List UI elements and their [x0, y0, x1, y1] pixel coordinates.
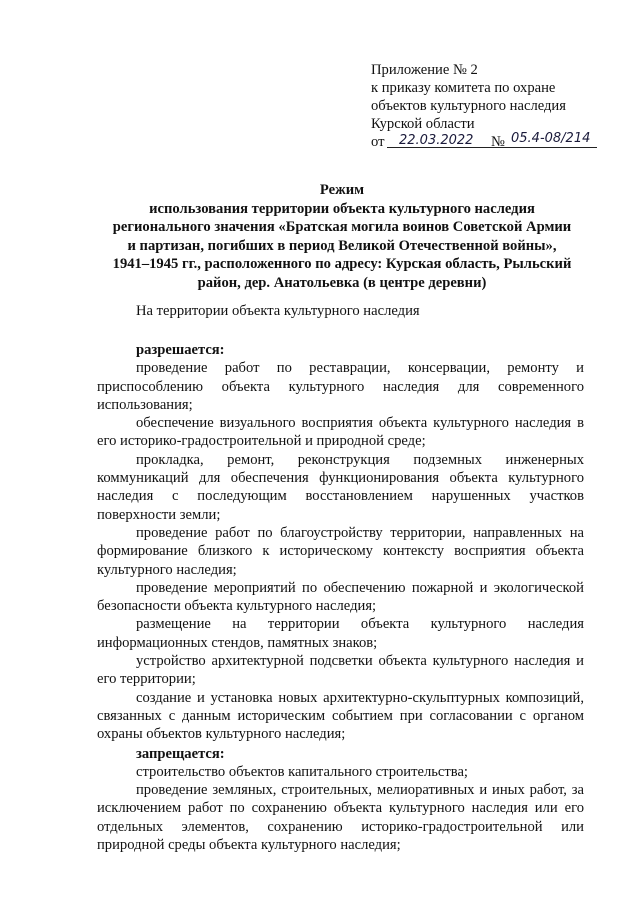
allowed-item: устройство архитектурной подсветки объекта культурного наследия и его территории;: [97, 653, 584, 688]
number-prefix: №: [491, 134, 505, 150]
regime-body: [97, 341, 584, 854]
date-handwritten: 22.03.2022: [399, 133, 474, 148]
allowed-item: проведение мероприятий по обеспечению пожарной и экологической безопасности объекта культурного наследия;: [97, 579, 584, 615]
allowed-item: размещение на территории объекта культурного наследия информационных стендов, памятных знаков;: [97, 616, 584, 651]
allowed-item: проведение работ по реставрации, консервации, ремонту и приспособлению объекта культурного наследия для современного использования;: [97, 360, 584, 413]
title-line-4: и партизан, погибших в период Великой Отечественной войны»,: [127, 237, 557, 254]
appendix-line-3: объектов культурного наследия: [371, 98, 566, 114]
forbidden-heading: запрещается:: [136, 745, 225, 762]
allowed-item: создание и установка новых архитектурно-скульптурных композиций, связанных с данным историческим событием при согласовании с органом охраны объектов культурного наследия;: [97, 689, 584, 743]
appendix-block: [371, 61, 611, 151]
number-underline: [505, 147, 597, 148]
document-title: [98, 181, 586, 292]
title-line-6: район, дер. Анатольевка (в центре деревни): [197, 274, 487, 291]
title-line-2: использования территории объекта культурного наследия: [149, 200, 535, 217]
forbidden-item: строительство объектов капитального строительства;: [136, 763, 468, 780]
appendix-line-1: Приложение № 2: [371, 62, 478, 78]
appendix-line-2: к приказу комитета по охране: [371, 80, 556, 96]
forbidden-item: проведение земляных, строительных, мелиоративных и иных работ, за исключением работ по сохранению объекта культурного наследия или его отдельных элементов, сохранению историко-градостроительной или природной среды объекта культурного наследия;: [97, 782, 584, 854]
number-handwritten: 05.4-08/214: [511, 131, 591, 146]
title-line-5: 1941–1945 гг., расположенного по адресу: Курская область, Рыльский: [112, 256, 572, 272]
allowed-item: обеспечение визуального восприятия объекта культурного наследия в его историко-градостроительной и природной среде;: [97, 415, 584, 450]
intro-text: На территории объекта культурного наследия: [136, 303, 420, 319]
title-line-1: Режим: [319, 182, 365, 198]
appendix-date-line: [371, 133, 611, 151]
allowed-item: прокладка, ремонт, реконструкция подземных инженерных коммуникаций для обеспечения функционирования объекта культурного наследия с последующим восстановлением нарушенных участков поверхности земли;: [97, 451, 584, 523]
date-prefix: от: [371, 134, 385, 150]
title-line-3: регионального значения «Братская могила воинов Советской Армии: [112, 219, 572, 235]
appendix-line-4: Курской области: [371, 116, 475, 132]
allowed-item: проведение работ по благоустройству территории, направленных на формирование близкого к историческому контексту восприятия объекта культурного наследия;: [97, 524, 584, 578]
allowed-heading: разрешается:: [136, 342, 225, 358]
